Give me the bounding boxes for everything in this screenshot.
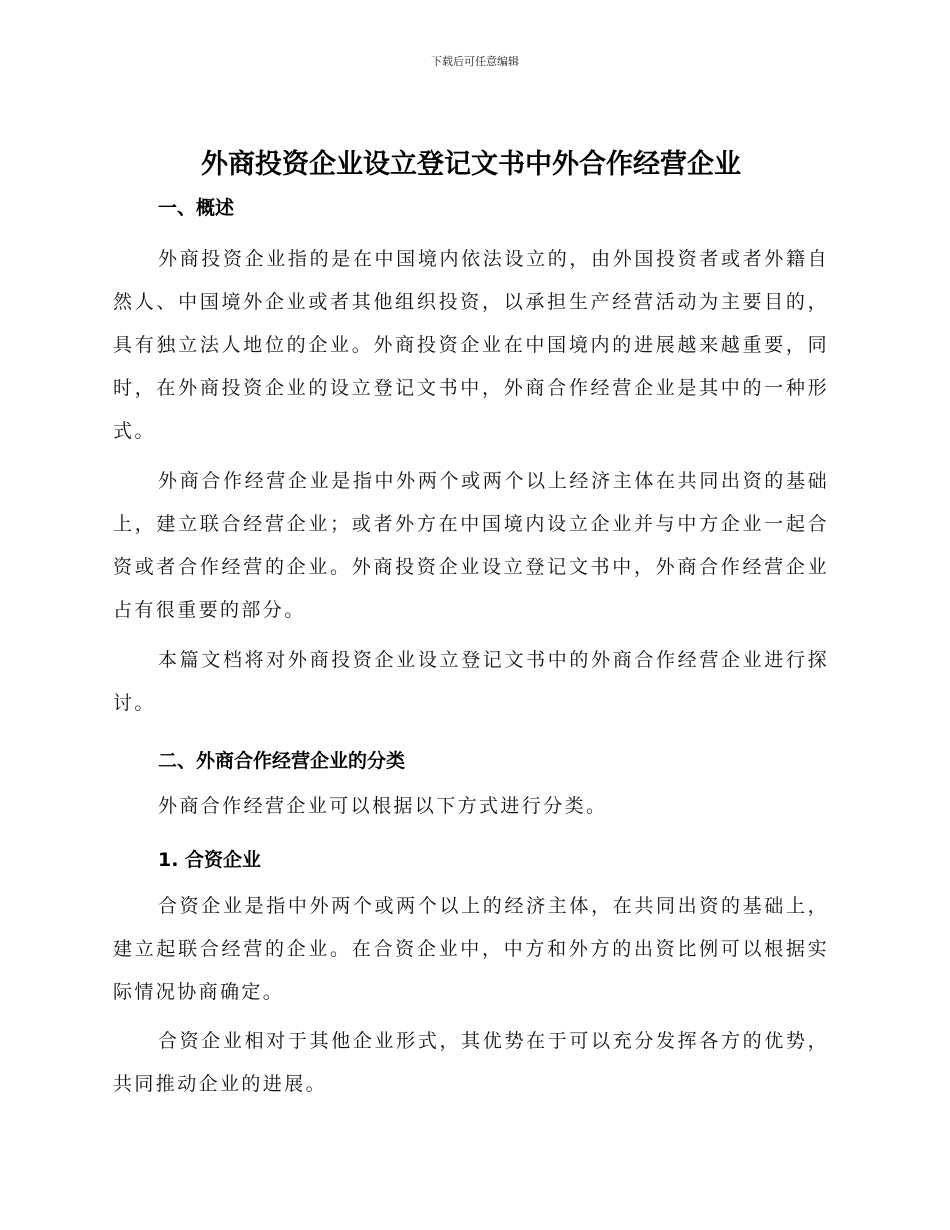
paragraph: 外商投资企业指的是在中国境内依法设立的，由外国投资者或者外籍自然人、中国境外企业或者其他组织投资，以承担生产经营活动为主要目的，具有独立法人地位的企业。外商投资企业在中国境内的进展越来越重要，同时，在外商投资企业的设立登记文书中，外商合作经营企业是其中的一种形式。 — [113, 248, 829, 442]
document-body — [113, 140, 829, 1106]
section-heading-overview: 一、概述 — [158, 197, 235, 219]
paragraph: 本篇文档将对外商投资企业设立登记文书中的外商合作经营企业进行探讨。 — [113, 649, 829, 714]
paragraph: 外商合作经营企业可以根据以下方式进行分类。 — [158, 795, 608, 817]
section-heading-classification: 二、外商合作经营企业的分类 — [158, 750, 406, 772]
header-note: 下载后可任意编辑 — [431, 55, 519, 68]
paragraph: 合资企业相对于其他企业形式，其优势在于可以充分发挥各方的优势，共同推动企业的进展。 — [113, 1030, 829, 1095]
paragraph: 外商合作经营企业是指中外两个或两个以上经济主体在共同出资的基础上，建立联合经营企业；或者外方在中国境内设立企业并与中方企业一起合资或者合作经营的企业。外商投资企业设立登记文书中，外商合作经营企业占有很重要的部分。 — [113, 470, 829, 621]
document-title: 外商投资企业设立登记文书中外合作经营企业 — [201, 149, 741, 180]
subsection-heading-joint-venture: 1. 合资企业 — [158, 849, 262, 871]
paragraph: 合资企业是指中外两个或两个以上的经济主体，在共同出资的基础上，建立起联合经营的企业。在合资企业中，中方和外方的出资比例可以根据实际情况协商确定。 — [113, 895, 829, 1003]
